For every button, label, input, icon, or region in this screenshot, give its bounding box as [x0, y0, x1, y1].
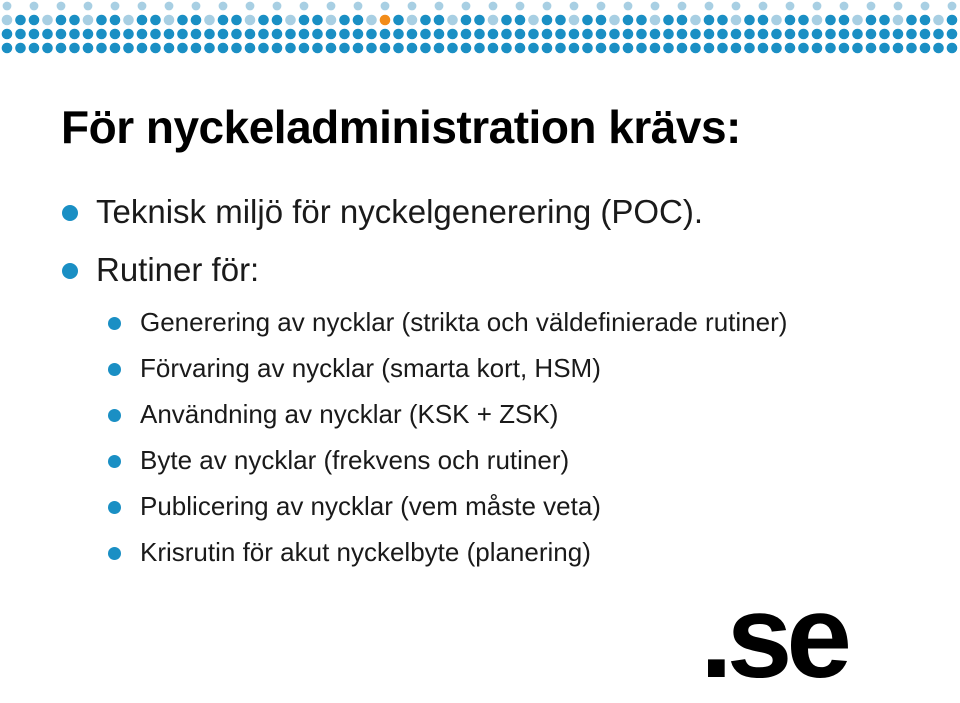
decorative-dot	[474, 29, 485, 40]
decorative-dot	[393, 43, 404, 54]
decorative-dot	[852, 43, 863, 54]
decorative-dot	[218, 29, 229, 40]
decorative-dot	[543, 2, 552, 11]
decorative-dot	[2, 29, 13, 40]
decorative-dot	[636, 43, 647, 54]
bullet-dot-icon	[108, 455, 121, 468]
sub-bullet-item	[140, 445, 569, 476]
decorative-dot	[906, 15, 917, 26]
decorative-dot	[137, 15, 148, 26]
decorative-dot	[785, 29, 796, 40]
decorative-dot	[474, 15, 485, 26]
decorative-dot	[650, 29, 661, 40]
sub-bullet-item	[140, 491, 601, 522]
decorative-dot	[623, 29, 634, 40]
slide-title: För nyckeladministration krävs:	[61, 101, 741, 153]
decorative-dot-band	[0, 0, 960, 58]
decorative-dot	[488, 15, 499, 26]
decorative-dot	[138, 2, 147, 11]
decorative-dot	[434, 15, 445, 26]
decorative-dot	[812, 15, 823, 26]
decorative-dot	[744, 15, 755, 26]
decorative-dot	[636, 29, 647, 40]
decorative-dot	[933, 15, 944, 26]
decorative-dot	[462, 2, 471, 11]
decorative-dot	[204, 15, 215, 26]
decorative-dot	[192, 2, 201, 11]
decorative-dot	[501, 15, 512, 26]
decorative-dot	[2, 15, 13, 26]
decorative-dot	[42, 15, 53, 26]
decorative-dot	[29, 43, 40, 54]
decorative-dot	[123, 29, 134, 40]
decorative-dot	[366, 43, 377, 54]
decorative-dot	[867, 2, 876, 11]
decorative-dot	[231, 15, 242, 26]
decorative-dot	[785, 43, 796, 54]
decorative-dot	[786, 2, 795, 11]
decorative-dot	[353, 29, 364, 40]
decorative-dot	[677, 29, 688, 40]
decorative-dot	[501, 43, 512, 54]
decorative-dot	[204, 43, 215, 54]
decorative-dot	[15, 29, 26, 40]
decorative-dot	[96, 43, 107, 54]
decorative-dot	[258, 15, 269, 26]
decorative-dot	[110, 43, 121, 54]
decorative-dot	[69, 43, 80, 54]
decorative-dot	[56, 29, 67, 40]
decorative-dot	[366, 29, 377, 40]
decorative-dot	[366, 15, 377, 26]
bullet-dot-icon	[62, 263, 78, 279]
decorative-dot	[204, 29, 215, 40]
decorative-dot	[758, 43, 769, 54]
sub-bullet-text: Krisrutin för akut nyckelbyte (planering)	[140, 537, 591, 567]
decorative-dot	[732, 2, 741, 11]
decorative-dot	[555, 43, 566, 54]
decorative-dot	[717, 29, 728, 40]
decorative-dot	[56, 43, 67, 54]
decorative-dot	[110, 29, 121, 40]
bullet-item	[96, 193, 703, 231]
decorative-dot	[771, 29, 782, 40]
sub-bullet-item	[140, 537, 591, 568]
decorative-dot	[812, 43, 823, 54]
decorative-dot	[515, 15, 526, 26]
decorative-dot	[650, 43, 661, 54]
decorative-dot	[866, 43, 877, 54]
decorative-dot	[906, 29, 917, 40]
decorative-dot	[651, 2, 660, 11]
decorative-dot	[285, 15, 296, 26]
decorative-dot	[866, 29, 877, 40]
decorative-dot	[582, 29, 593, 40]
decorative-dot	[381, 2, 390, 11]
decorative-dot	[624, 2, 633, 11]
decorative-dot	[516, 2, 525, 11]
decorative-dot	[29, 15, 40, 26]
decorative-dot	[947, 15, 958, 26]
decorative-dot	[447, 15, 458, 26]
decorative-dot	[677, 43, 688, 54]
sub-bullet-text: Publicering av nycklar (vem måste veta)	[140, 491, 601, 521]
decorative-dot	[528, 43, 539, 54]
decorative-dot	[300, 2, 309, 11]
decorative-dot	[663, 29, 674, 40]
decorative-dot	[704, 43, 715, 54]
decorative-dot	[528, 15, 539, 26]
bullet-dot-icon	[108, 317, 121, 330]
decorative-dot	[137, 29, 148, 40]
decorative-dot	[435, 2, 444, 11]
decorative-dot	[353, 43, 364, 54]
decorative-dot	[164, 29, 175, 40]
decorative-dot	[690, 43, 701, 54]
dot-pattern	[0, 0, 960, 58]
decorative-dot	[327, 2, 336, 11]
decorative-dot	[542, 43, 553, 54]
decorative-dot	[597, 2, 606, 11]
decorative-dot	[866, 15, 877, 26]
decorative-dot	[933, 29, 944, 40]
decorative-dot	[894, 2, 903, 11]
decorative-dot	[758, 15, 769, 26]
decorative-dot	[636, 15, 647, 26]
decorative-dot	[434, 29, 445, 40]
sub-bullet-text: Användning av nycklar (KSK + ZSK)	[140, 399, 559, 429]
decorative-dot	[218, 43, 229, 54]
decorative-dot	[947, 29, 958, 40]
decorative-dot	[839, 29, 850, 40]
decorative-dot	[380, 29, 391, 40]
decorative-dot	[354, 2, 363, 11]
decorative-dot	[920, 43, 931, 54]
decorative-dot	[339, 43, 350, 54]
decorative-dot	[353, 15, 364, 26]
decorative-dot	[501, 29, 512, 40]
decorative-dot	[798, 29, 809, 40]
decorative-dot	[191, 15, 202, 26]
decorative-dot	[528, 29, 539, 40]
decorative-dot	[164, 15, 175, 26]
decorative-dot	[407, 43, 418, 54]
decorative-dot	[717, 43, 728, 54]
decorative-dot	[285, 29, 296, 40]
decorative-dot	[57, 2, 66, 11]
decorative-dot	[771, 43, 782, 54]
sub-bullet-item	[140, 399, 558, 430]
decorative-dot	[285, 43, 296, 54]
decorative-dot	[434, 43, 445, 54]
decorative-dot	[272, 15, 283, 26]
sub-bullet-text: Generering av nycklar (strikta och väldefinierade rutiner)	[140, 307, 788, 337]
decorative-dot	[596, 43, 607, 54]
decorative-dot	[813, 2, 822, 11]
decorative-dot	[825, 43, 836, 54]
decorative-dot	[273, 2, 282, 11]
decorative-dot	[947, 43, 958, 54]
decorative-dot	[570, 2, 579, 11]
decorative-dot	[246, 2, 255, 11]
decorative-dot	[312, 43, 323, 54]
decorative-dot	[42, 43, 53, 54]
decorative-dot	[150, 43, 161, 54]
decorative-dot	[839, 15, 850, 26]
decorative-dot	[569, 29, 580, 40]
decorative-dot	[948, 2, 957, 11]
decorative-dot	[461, 43, 472, 54]
decorative-dot	[678, 2, 687, 11]
decorative-dot	[690, 15, 701, 26]
decorative-dot	[542, 29, 553, 40]
decorative-dot	[731, 43, 742, 54]
decorative-dot	[3, 2, 12, 11]
decorative-dot	[83, 29, 94, 40]
decorative-dot	[623, 15, 634, 26]
decorative-dot	[408, 2, 417, 11]
decorative-dot	[785, 15, 796, 26]
decorative-dot	[731, 15, 742, 26]
decorative-dot	[56, 15, 67, 26]
decorative-dot	[69, 15, 80, 26]
decorative-dot	[663, 43, 674, 54]
decorative-dot	[569, 43, 580, 54]
decorative-dot	[609, 43, 620, 54]
decorative-dot	[84, 2, 93, 11]
decorative-dot	[515, 43, 526, 54]
decorative-dot	[705, 2, 714, 11]
decorative-dot	[177, 29, 188, 40]
decorative-dot	[245, 29, 256, 40]
decorative-dot	[731, 29, 742, 40]
decorative-dot	[489, 2, 498, 11]
decorative-dot	[852, 15, 863, 26]
decorative-dot	[96, 15, 107, 26]
decorative-dot	[474, 43, 485, 54]
decorative-dot	[623, 43, 634, 54]
decorative-dot	[326, 15, 337, 26]
decorative-dot	[609, 15, 620, 26]
decorative-dot	[393, 29, 404, 40]
decorative-dot	[596, 15, 607, 26]
decorative-dot	[420, 29, 431, 40]
decorative-dot	[2, 43, 13, 54]
decorative-dot	[15, 15, 26, 26]
decorative-dot	[69, 29, 80, 40]
decorative-dot	[839, 43, 850, 54]
decorative-dot	[542, 15, 553, 26]
decorative-dot	[596, 29, 607, 40]
decorative-dot	[582, 43, 593, 54]
decorative-dot	[663, 15, 674, 26]
decorative-dot	[825, 15, 836, 26]
bullet-dot-icon	[108, 501, 121, 514]
decorative-dot	[326, 43, 337, 54]
decorative-dot	[690, 29, 701, 40]
decorative-dot	[123, 15, 134, 26]
decorative-dot	[744, 29, 755, 40]
decorative-dot	[272, 43, 283, 54]
sub-bullet-text: Förvaring av nycklar (smarta kort, HSM)	[140, 353, 601, 383]
decorative-dot	[461, 15, 472, 26]
sub-bullet-item	[140, 307, 787, 338]
decorative-dot	[258, 43, 269, 54]
decorative-dot	[177, 15, 188, 26]
decorative-dot	[164, 43, 175, 54]
decorative-dot	[906, 43, 917, 54]
decorative-dot	[461, 29, 472, 40]
decorative-dot	[177, 43, 188, 54]
decorative-dot	[879, 15, 890, 26]
decorative-dot	[110, 15, 121, 26]
bullet-dot-icon	[108, 547, 121, 560]
decorative-dot	[555, 15, 566, 26]
decorative-dot	[893, 43, 904, 54]
decorative-dot	[759, 2, 768, 11]
decorative-dot	[515, 29, 526, 40]
decorative-dot	[15, 43, 26, 54]
decorative-dot	[704, 29, 715, 40]
decorative-dot	[650, 15, 661, 26]
decorative-dot	[569, 15, 580, 26]
decorative-dot	[420, 15, 431, 26]
decorative-dot	[30, 2, 39, 11]
decorative-dot	[83, 15, 94, 26]
decorative-dot	[609, 29, 620, 40]
decorative-dot	[677, 15, 688, 26]
decorative-dot	[312, 15, 323, 26]
bullet-dot-icon	[108, 363, 121, 376]
decorative-dot	[893, 15, 904, 26]
decorative-dot	[191, 29, 202, 40]
decorative-dot	[879, 29, 890, 40]
decorative-dot	[420, 43, 431, 54]
decorative-dot	[165, 2, 174, 11]
decorative-dot	[704, 15, 715, 26]
decorative-dot	[921, 2, 930, 11]
decorative-dot	[933, 43, 944, 54]
sub-bullet-text: Byte av nycklar (frekvens och rutiner)	[140, 445, 570, 475]
decorative-dot	[798, 15, 809, 26]
decorative-dot	[123, 43, 134, 54]
decorative-dot	[798, 43, 809, 54]
decorative-dot	[219, 2, 228, 11]
decorative-dot	[299, 29, 310, 40]
decorative-dot	[312, 29, 323, 40]
decorative-dot	[840, 2, 849, 11]
decorative-dot	[407, 15, 418, 26]
decorative-dot	[191, 43, 202, 54]
decorative-dot	[245, 15, 256, 26]
bullet-dot-icon	[108, 409, 121, 422]
decorative-dot	[339, 15, 350, 26]
decorative-dot	[393, 15, 404, 26]
decorative-dot	[771, 15, 782, 26]
decorative-dot	[299, 15, 310, 26]
sub-bullet-item	[140, 353, 601, 384]
decorative-dot	[582, 15, 593, 26]
decorative-dot	[407, 29, 418, 40]
decorative-dot	[893, 29, 904, 40]
decorative-dot	[758, 29, 769, 40]
bullet-item	[96, 251, 259, 289]
decorative-dot	[717, 15, 728, 26]
decorative-dot	[555, 29, 566, 40]
decorative-dot	[879, 43, 890, 54]
decorative-dot	[231, 43, 242, 54]
decorative-dot	[272, 29, 283, 40]
decorative-dot	[447, 29, 458, 40]
bullet-text: Teknisk miljö för nyckelgenerering (POC).	[96, 193, 704, 230]
decorative-dot	[29, 29, 40, 40]
decorative-dot	[258, 29, 269, 40]
decorative-dot	[825, 29, 836, 40]
decorative-dot	[339, 29, 350, 40]
decorative-dot	[380, 15, 391, 26]
decorative-dot	[137, 43, 148, 54]
decorative-dot	[488, 43, 499, 54]
decorative-dot	[299, 43, 310, 54]
decorative-dot	[231, 29, 242, 40]
decorative-dot	[380, 43, 391, 54]
decorative-dot	[920, 15, 931, 26]
decorative-dot	[812, 29, 823, 40]
decorative-dot	[83, 43, 94, 54]
decorative-dot	[150, 29, 161, 40]
decorative-dot	[111, 2, 120, 11]
decorative-dot	[852, 29, 863, 40]
decorative-dot	[920, 29, 931, 40]
bullet-dot-icon	[62, 205, 78, 221]
decorative-dot	[326, 29, 337, 40]
decorative-dot	[245, 43, 256, 54]
decorative-dot	[744, 43, 755, 54]
decorative-dot	[488, 29, 499, 40]
decorative-dot	[42, 29, 53, 40]
decorative-dot	[218, 15, 229, 26]
bullet-text: Rutiner för:	[96, 251, 260, 288]
decorative-dot	[96, 29, 107, 40]
decorative-dot	[150, 15, 161, 26]
se-logo: .se	[700, 571, 847, 703]
decorative-dot	[447, 43, 458, 54]
